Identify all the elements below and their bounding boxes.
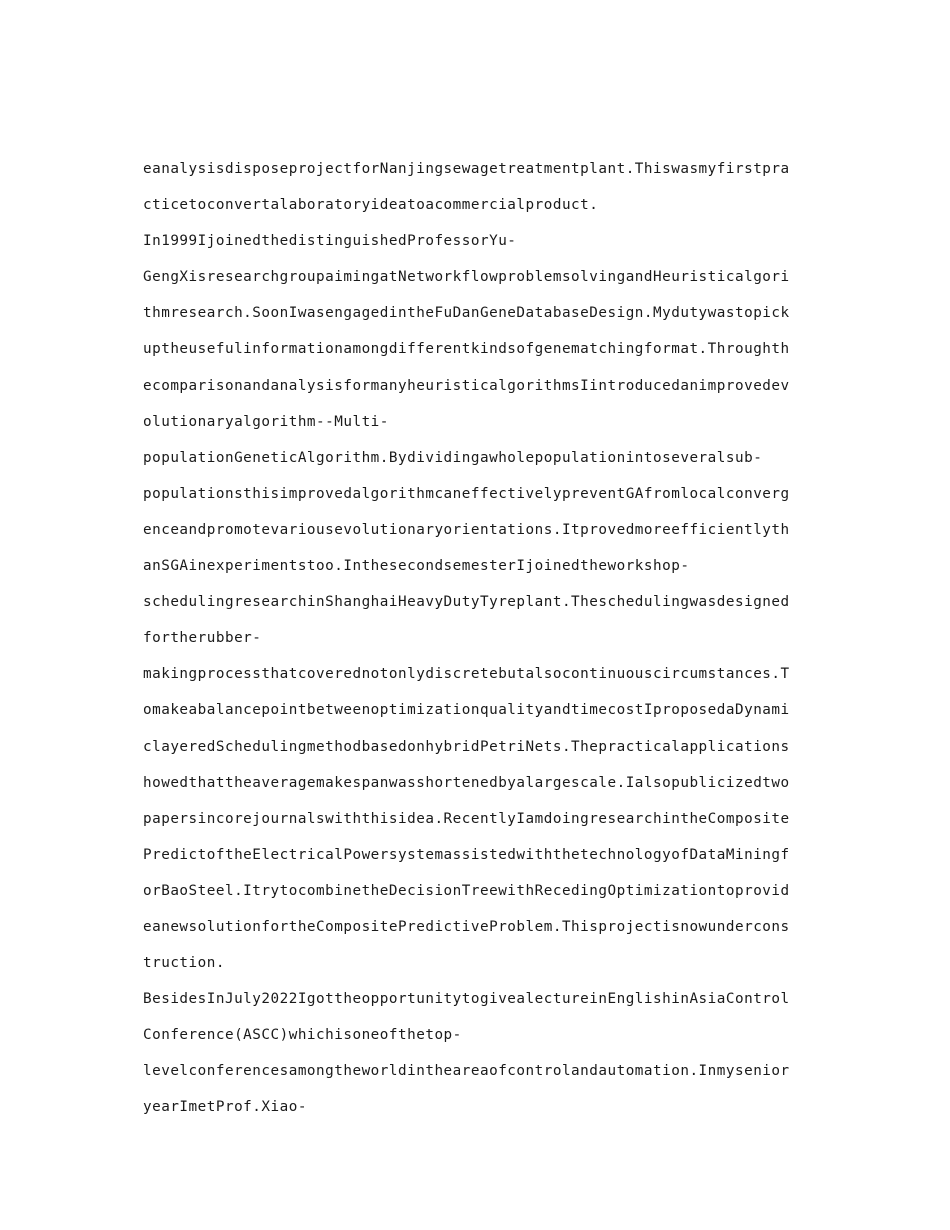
text-line: olutionaryalgorithm--Multi-: [143, 413, 389, 430]
text-line: populationsthisimprovedalgorithmcaneffectivelypreventGAfromlocalconverg: [143, 485, 790, 502]
text-line: clayeredSchedulingmethodbasedonhybridPetriNets.Thepracticalapplications: [143, 738, 790, 755]
text-line: truction.: [143, 955, 225, 972]
text-line: anSGAinexperimentstoo.InthesecondsemesterIjoinedtheworkshop-: [143, 558, 690, 575]
text-line: PredictoftheElectricalPowersystemassistedwiththetechnologyofDataMiningf: [143, 846, 790, 863]
text-line: GengXisresearchgroupaimingatNetworkflowproblemsolvingandHeuristicalgori: [143, 269, 790, 286]
text-line: eanalysisdisposeprojectforNanjingsewagetreatmentplant.Thiswasmyfirstpra: [143, 161, 790, 177]
text-line: Conference(ASCC)whichisoneofthetop-: [143, 1027, 462, 1044]
text-line: ecomparisonandanalysisformanyheuristicalgorithmsIintroducedanimprovedev: [143, 377, 790, 394]
text-line: populationGeneticAlgorithm.Bydividingawholepopulationintoseveralsub-: [143, 449, 763, 466]
text-line: cticetoconvertalaboratoryideatoacommercialproduct.: [143, 197, 599, 214]
text-line: fortherubber-: [143, 630, 262, 647]
text-line: omakeabalancepointbetweenoptimizationqualityandtimecostIproposedaDynami: [143, 702, 790, 719]
text-line: levelconferencesamongtheworldintheareaofcontrolandautomation.Inmysenior: [143, 1063, 790, 1080]
text-line: papersincorejournalswiththisidea.RecentlyIamdoingresearchintheComposite: [143, 810, 790, 827]
body-text: [143, 151, 807, 1126]
text-line: eanewsolutionfortheCompositePredictiveProblem.Thisprojectisnowundercons: [143, 918, 790, 935]
text-line: makingprocessthatcoverednotonlydiscretebutalsocontinuouscircumstances.T: [143, 666, 790, 683]
text-line: enceandpromotevariousevolutionaryorientations.Itprovedmoreefficientlyth: [143, 521, 790, 538]
text-line: howedthattheaveragemakespanwasshortenedbyalargescale.Ialsopublicizedtwo: [143, 774, 790, 791]
text-line: yearImetProf.Xiao-: [143, 1099, 307, 1116]
text-line: thmresearch.SoonIwasengagedintheFuDanGeneDatabaseDesign.Mydutywastopick: [143, 305, 790, 322]
text-line: schedulingresearchinShanghaiHeavyDutyTyreplant.Theschedulingwasdesigned: [143, 594, 790, 611]
text-line: uptheusefulinformationamongdifferentkindsofgenematchingformat.Throughth: [143, 341, 790, 358]
text-line: orBaoSteel.ItrytocombinetheDecisionTreewithRecedingOptimizationtoprovid: [143, 882, 790, 899]
text-line: In1999IjoinedthedistinguishedProfessorYu-: [143, 233, 517, 250]
text-line: BesidesInJuly2022IgottheopportunitytogivealectureinEnglishinAsiaControl: [143, 991, 790, 1008]
